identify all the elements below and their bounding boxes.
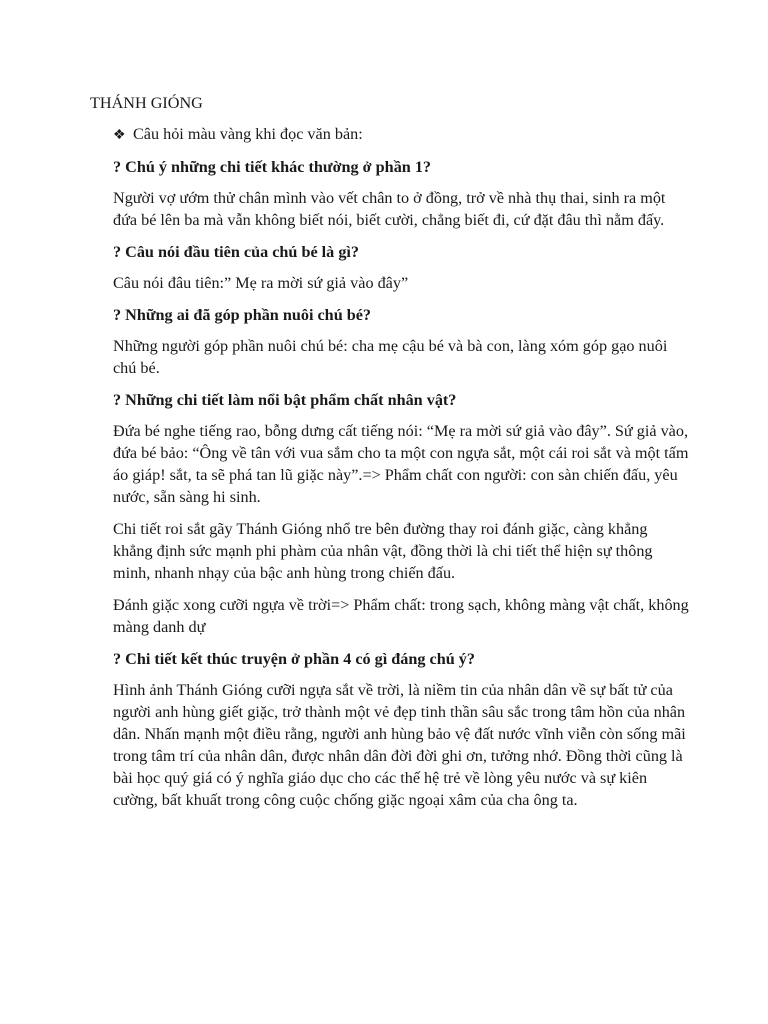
answer-4-paragraph-2: Chi tiết roi sắt gãy Thánh Gióng nhổ tre bên đường thay roi đánh giặc, càng khẳng khẳng định sức mạnh phi phàm của nhân vật, đồng thời là chi tiết thể hiện sự thông minh, nhanh nhạy của bậc anh hùng trong chiến đấu.	[113, 520, 653, 582]
question-3: ? Những ai đã góp phần nuôi chú bé?	[113, 306, 372, 324]
document-page	[90, 92, 690, 821]
answer-5: Hình ảnh Thánh Gióng cưỡi ngựa sắt về trời, là niềm tin của nhân dân về sự bất tử của người anh hùng giết giặc, trở thành một vẻ đẹp tinh thần sâu sắc trong tâm hồn của nhân dân. Nhấn mạnh một điều rằng, người anh hùng bảo vệ đất nước vĩnh viễn còn sống mãi trong tâm trí của nhân dân, được nhân dân đời đời ghi ơn, tưởng nhớ. Đồng thời cũng là bài học quý giá có ý nghĩa giáo dục cho các thế hệ trẻ về lòng yêu nước và sự kiên cường, bất khuất trong công cuộc chống giặc ngoại xâm của cha ông ta.	[113, 681, 686, 809]
answer-4-paragraph-1: Đứa bé nghe tiếng rao, bỗng dưng cất tiếng nói: “Mẹ ra mời sứ giả vào đây”. Sứ giả vào, đứa bé bảo: “Ông về tân với vua sắm cho ta một con ngựa sắt, một cái roi sắt và một tấm áo giáp! sắt, ta sẽ phá tan lũ giặc này”.=> Phẩm chất con người: con sàn chiến đấu, yêu nước, sẵn sàng hi sinh.	[113, 422, 689, 506]
answer-4-paragraph-3: Đánh giặc xong cưỡi ngựa về trời=> Phẩm chất: trong sạch, không màng vật chất, không màng danh dự	[113, 596, 689, 636]
answer-3: Những người góp phần nuôi chú bé: cha mẹ cậu bé và bà con, làng xóm góp gạo nuôi chú bé.	[113, 337, 668, 377]
question-2: ? Câu nói đầu tiên của chú bé là gì?	[113, 243, 360, 261]
question-4: ? Những chi tiết làm nổi bật phẩm chất nhân vật?	[113, 391, 457, 409]
bullet-line	[90, 123, 690, 147]
answer-1: Người vợ ướm thử chân mình vào vết chân to ở đồng, trở về nhà thụ thai, sinh ra một đứa bé lên ba mà vẫn không biết nói, biết cười, chẳng biết đi, cứ đặt đâu thì nằm đấy.	[113, 189, 666, 229]
document-title: THÁNH GIÓNG	[90, 94, 203, 112]
question-1: ? Chú ý những chi tiết khác thường ở phần 1?	[113, 158, 432, 176]
bullet-text: Câu hỏi màu vàng khi đọc văn bản:	[133, 125, 363, 143]
question-5: ? Chi tiết kết thúc truyện ở phần 4 có gì đáng chú ý?	[113, 650, 475, 668]
answer-2: Câu nói đâu tiên:” Mẹ ra mời sứ giả vào đây”	[113, 274, 409, 292]
diamond-bullet-icon: ❖	[113, 128, 126, 143]
